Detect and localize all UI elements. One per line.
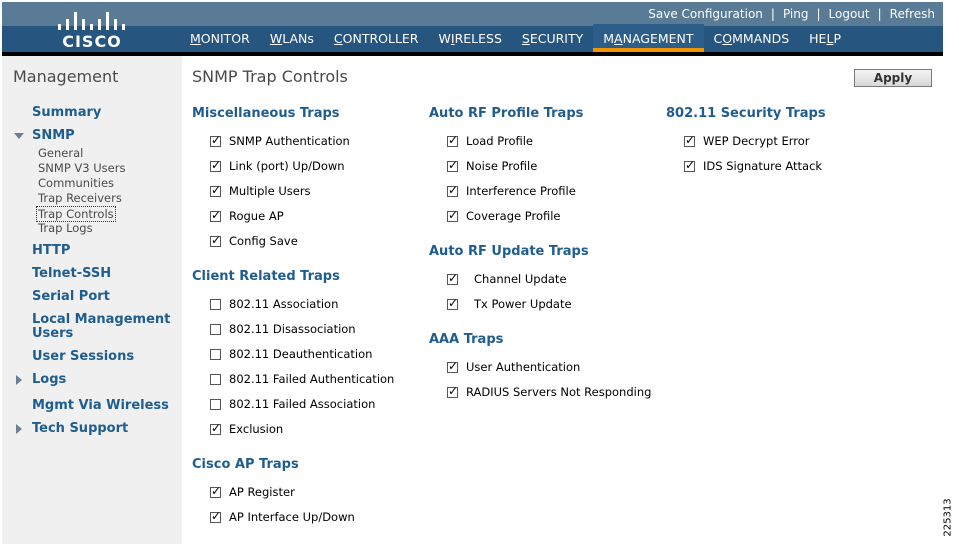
ping-link[interactable]: Ping [782, 7, 809, 21]
checkbox-label: IDS Signature Attack [703, 159, 823, 173]
save-configuration-link[interactable]: Save Configuration [648, 7, 763, 21]
checkbox-label: Load Profile [466, 134, 534, 148]
util-separator: | [816, 7, 821, 21]
sidebar-item-serial-port[interactable]: Serial Port [32, 289, 110, 304]
nav-wireless[interactable]: WIRELESS [438, 31, 502, 46]
checkbox[interactable] [210, 512, 221, 523]
trap-80211-failed-association[interactable] [210, 397, 375, 411]
cisco-logo-bars-icon [58, 8, 126, 30]
section-client-related-traps: Client Related Traps [192, 269, 340, 284]
sidebar-item-label: Local Management [32, 312, 171, 327]
trap-rogue-ap[interactable] [210, 209, 284, 223]
checkbox[interactable] [210, 136, 221, 147]
section-auto-rf-update-traps: Auto RF Update Traps [429, 244, 589, 259]
checkbox[interactable] [447, 161, 458, 172]
checkbox[interactable] [684, 161, 695, 172]
trap-channel-update[interactable] [447, 272, 567, 286]
main-nav [180, 24, 851, 52]
checkbox[interactable] [210, 374, 221, 385]
utility-links [640, 6, 935, 22]
checkbox-label: User Authentication [466, 360, 581, 374]
trap-user-authentication[interactable] [447, 360, 580, 374]
trap-ap-register[interactable] [210, 485, 295, 499]
sidebar [2, 56, 182, 544]
checkbox[interactable] [210, 487, 221, 498]
checkbox[interactable] [210, 186, 221, 197]
checkbox-label: Multiple Users [229, 184, 311, 198]
section-aaa-traps: AAA Traps [429, 332, 504, 347]
checkbox[interactable] [447, 387, 458, 398]
trap-tx-power-update[interactable] [447, 297, 572, 311]
trap-80211-deauthentication[interactable] [210, 347, 372, 361]
cisco-logo-text: CISCO [62, 32, 122, 51]
nav-commands[interactable]: COMMANDS [713, 31, 790, 46]
checkbox-label: 802.11 Failed Association [229, 397, 376, 411]
trap-exclusion[interactable] [210, 422, 283, 436]
trap-ids-signature-attack[interactable] [684, 159, 822, 173]
util-separator: | [770, 7, 775, 21]
apply-button[interactable]: Apply [854, 69, 932, 87]
checkbox-label: 802.11 Deauthentication [229, 347, 373, 361]
checkbox[interactable] [210, 211, 221, 222]
section-cisco-ap-traps: Cisco AP Traps [192, 457, 299, 472]
trap-load-profile[interactable] [447, 134, 533, 148]
logout-link[interactable]: Logout [828, 7, 870, 21]
cisco-logo [52, 8, 132, 52]
checkbox[interactable] [684, 136, 695, 147]
trap-80211-disassociation[interactable] [210, 322, 356, 336]
checkbox[interactable] [210, 424, 221, 435]
trap-radius-servers-not-responding[interactable] [447, 385, 651, 399]
checkbox[interactable] [210, 236, 221, 247]
checkbox[interactable] [447, 299, 458, 310]
section-miscellaneous-traps: Miscellaneous Traps [192, 106, 340, 121]
checkbox-label: RADIUS Servers Not Responding [466, 385, 652, 399]
checkbox-label: Coverage Profile [466, 209, 561, 223]
checkbox[interactable] [210, 399, 221, 410]
sidebar-item-telnet-ssh[interactable]: Telnet-SSH [32, 266, 112, 281]
util-separator: | [877, 7, 882, 21]
sidebar-item-logs[interactable]: Logs [32, 372, 67, 387]
checkbox-label: Config Save [229, 234, 298, 248]
checkbox[interactable] [447, 186, 458, 197]
trap-80211-association[interactable] [210, 297, 338, 311]
checkbox-label: Noise Profile [466, 159, 538, 173]
sidebar-item-snmp[interactable]: SNMP [32, 128, 75, 143]
nav-controller[interactable]: CONTROLLER [333, 31, 419, 46]
sidebar-item-mgmt-via-wireless[interactable]: Mgmt Via Wireless [32, 398, 169, 413]
trap-link-up-down[interactable] [210, 159, 345, 173]
expand-right-icon[interactable] [16, 424, 22, 434]
trap-80211-failed-authentication[interactable] [210, 372, 394, 386]
sidebar-subitem-trap-receivers[interactable]: Trap Receivers [38, 191, 122, 205]
nav-security[interactable]: SECURITY [521, 31, 584, 46]
sidebar-subitem-communities[interactable]: Communities [38, 176, 115, 190]
nav-management[interactable]: MANAGEMENT [593, 24, 703, 52]
trap-interference-profile[interactable] [447, 184, 576, 198]
refresh-link[interactable]: Refresh [889, 7, 935, 21]
sidebar-item-http[interactable]: HTTP [32, 243, 71, 258]
page-title: SNMP Trap Controls [192, 67, 348, 86]
nav-wlans[interactable]: WLANs [269, 31, 314, 46]
checkbox-label: Link (port) Up/Down [229, 159, 345, 173]
checkbox[interactable] [210, 161, 221, 172]
trap-snmp-authentication[interactable] [210, 134, 350, 148]
checkbox[interactable] [447, 211, 458, 222]
checkbox[interactable] [210, 349, 221, 360]
checkbox-label: Tx Power Update [474, 297, 572, 311]
checkbox-label: WEP Decrypt Error [703, 134, 810, 148]
section-80211-security-traps: 802.11 Security Traps [666, 106, 826, 121]
checkbox[interactable] [447, 274, 458, 285]
checkbox[interactable] [447, 362, 458, 373]
sidebar-item-summary[interactable]: Summary [32, 105, 102, 120]
checkbox-label: SNMP Authentication [229, 134, 350, 148]
sidebar-title: Management [13, 67, 119, 86]
checkbox-label: 802.11 Association [229, 297, 339, 311]
trap-config-save[interactable] [210, 234, 298, 248]
sidebar-item-label: Users [32, 326, 74, 341]
trap-wep-decrypt-error[interactable] [684, 134, 810, 148]
sidebar-item-user-sessions[interactable]: User Sessions [32, 349, 135, 364]
checkbox[interactable] [210, 324, 221, 335]
checkbox-label: AP Interface Up/Down [229, 510, 355, 524]
checkbox-label: 802.11 Failed Authentication [229, 372, 395, 386]
figure-number-text: 225313 [942, 498, 954, 537]
checkbox-label: 802.11 Disassociation [229, 322, 356, 336]
trap-ap-interface-up-down[interactable] [210, 510, 355, 524]
nav-monitor[interactable]: MONITOR [190, 31, 250, 46]
checkbox-label: Interference Profile [466, 184, 576, 198]
checkbox-label: Rogue AP [229, 209, 284, 223]
sidebar-subitem-general[interactable]: General [38, 146, 84, 160]
trap-multiple-users[interactable] [210, 184, 311, 198]
trap-noise-profile[interactable] [447, 159, 537, 173]
sidebar-item-tech-support[interactable]: Tech Support [32, 421, 129, 436]
expand-down-icon[interactable] [14, 133, 24, 139]
checkbox[interactable] [447, 136, 458, 147]
nav-help[interactable]: HELP [809, 31, 841, 46]
expand-right-icon[interactable] [16, 375, 22, 385]
sidebar-subitem-trap-controls[interactable]: Trap Controls [38, 207, 114, 221]
checkbox-label: Channel Update [474, 272, 567, 286]
figure-number [942, 494, 957, 542]
section-auto-rf-profile-traps: Auto RF Profile Traps [429, 106, 584, 121]
checkbox-label: Exclusion [229, 422, 284, 436]
trap-coverage-profile[interactable] [447, 209, 561, 223]
checkbox[interactable] [210, 299, 221, 310]
checkbox-label: AP Register [229, 485, 295, 499]
sidebar-item-local-management-users[interactable] [32, 312, 170, 341]
sidebar-subitem-snmp-v3-users[interactable]: SNMP V3 Users [38, 161, 126, 175]
sidebar-subitem-trap-logs[interactable]: Trap Logs [38, 221, 93, 235]
